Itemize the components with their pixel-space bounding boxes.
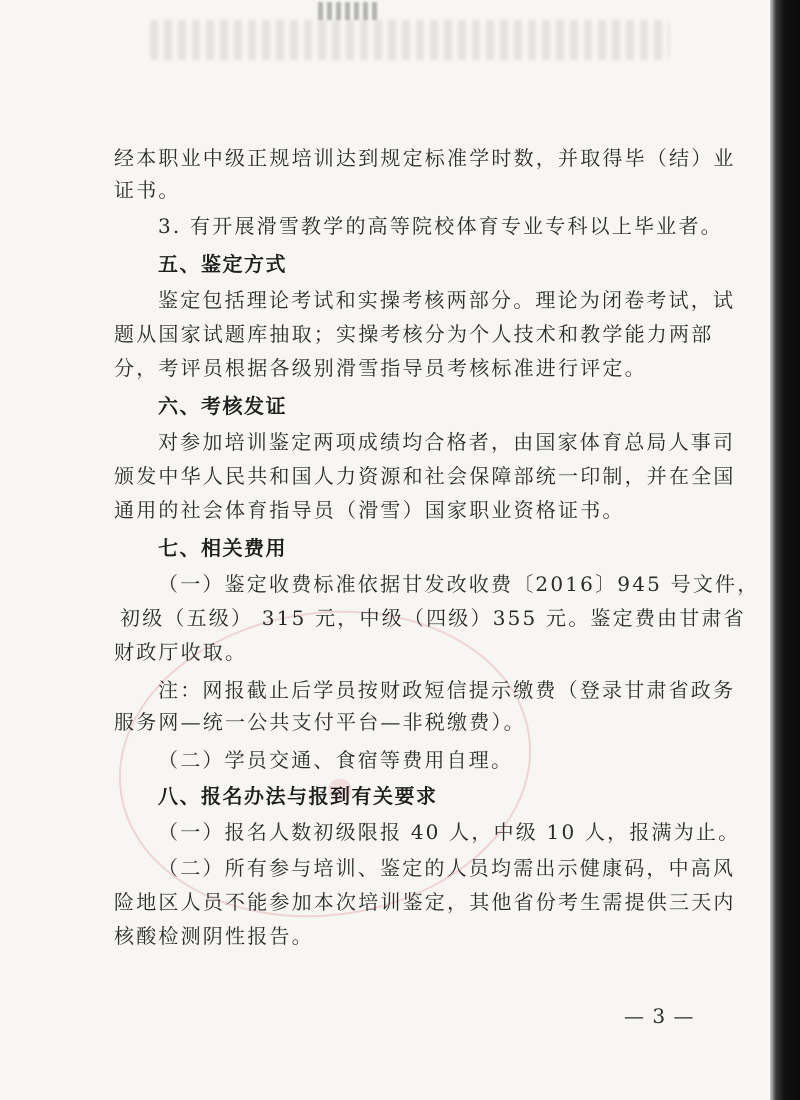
text-line: 通用的社会体育指导员（滑雪）国家职业资格证书。	[114, 498, 625, 522]
text-line: 题从国家试题库抽取；实操考核分为个人技术和教学能力两部	[114, 322, 714, 346]
text-line: 颁发中华人民共和国人力资源和社会保障部统一印制，并在全国	[114, 464, 736, 488]
text-line: 对参加培训鉴定两项成绩均合格者，由国家体育总局人事司	[158, 430, 736, 454]
text-line: 分，考评员根据各级别滑雪指导员考核标准进行评定。	[114, 356, 647, 380]
header-mark	[318, 2, 378, 20]
section-heading: 六、考核发证	[158, 394, 287, 418]
section-heading: 七、相关费用	[158, 536, 287, 560]
text-line: 鉴定包括理论考试和实操考核两部分。理论为闭卷考试，试	[158, 288, 736, 312]
text-line: （二）学员交通、食宿等费用自理。	[158, 748, 514, 772]
scanner-edge	[770, 0, 800, 1100]
text-line: （一）鉴定收费标准依据甘发改收费〔2016〕945 号文件，	[158, 572, 760, 596]
text-line: （二）所有参与培训、鉴定的人员均需出示健康码，中高风	[158, 856, 736, 880]
text-line: 服务网—统一公共支付平台—非税缴费）。	[114, 710, 526, 734]
section-heading: 五、鉴定方式	[158, 252, 287, 276]
header-bleed-through	[150, 20, 670, 60]
text-line: 3. 有开展滑雪教学的高等院校体育专业专科以上毕业者。	[158, 214, 723, 238]
text-line: （一）报名人数初级限报 40 人，中级 10 人，报满为止。	[158, 820, 741, 844]
text-line: 经本职业中级正规培训达到规定标准学时数，并取得毕（结）业	[114, 146, 736, 170]
text-line: 初级（五级） 315 元，中级（四级）355 元。鉴定费由甘肃省	[120, 606, 746, 630]
page-number: — 3 —	[624, 1004, 695, 1028]
text-line: 核酸检测阴性报告。	[114, 924, 314, 948]
text-line: 注：网报截止后学员按财政短信提示缴费（登录甘肃省政务	[158, 678, 736, 702]
text-line: 财政厅收取。	[114, 640, 248, 664]
text-line: 证书。	[114, 178, 181, 202]
section-heading: 八、报名办法与报到有关要求	[158, 784, 438, 808]
text-line: 险地区人员不能参加本次培训鉴定，其他省份考生需提供三天内	[114, 890, 736, 914]
